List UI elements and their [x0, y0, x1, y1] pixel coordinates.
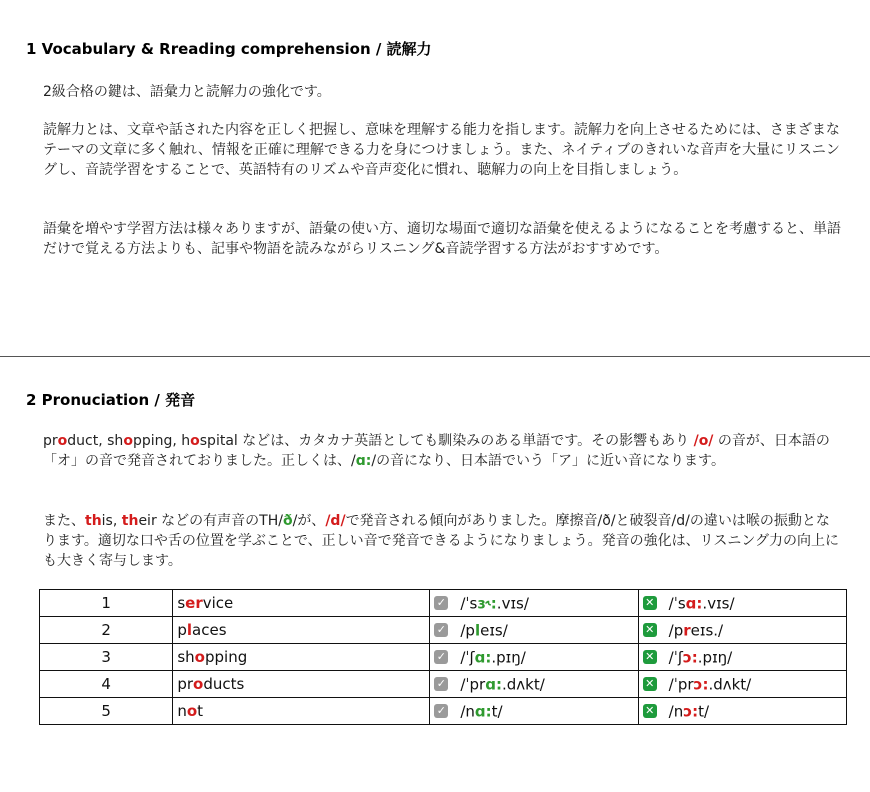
- word-hospital: hospital: [181, 433, 238, 449]
- symbol-a-long: /ɑ:/: [351, 453, 377, 469]
- word-cell: products: [173, 671, 430, 698]
- symbol-d: /d/: [325, 513, 346, 529]
- word-cell: not: [173, 698, 430, 725]
- incorrect-pronunciation-cell: ✕ /nɔ:t/: [638, 698, 846, 725]
- correct-pronunciation-cell: ✓ /nɑ:t/: [430, 698, 638, 725]
- correct-pronunciation-cell: ✓ /ˈprɑ:.dʌkt/: [430, 671, 638, 698]
- symbol-eth: /ð/: [278, 513, 298, 529]
- correct-pronunciation-cell: ✓ /ˈʃɑ:.pɪŋ/: [430, 644, 638, 671]
- cross-icon: ✕: [643, 623, 657, 637]
- word-cell: shopping: [173, 644, 430, 671]
- section-1-intro: 2級合格の鍵は、語彙力と読解力の強化です。: [43, 84, 331, 100]
- incorrect-pronunciation-cell: ✕ /ˈprɔ:.dʌkt/: [638, 671, 846, 698]
- cross-icon: ✕: [643, 704, 657, 718]
- section-divider: [0, 356, 870, 357]
- correct-pronunciation-cell: ✓ /ˈsɜ˞:.vɪs/: [430, 590, 638, 617]
- check-icon: ✓: [434, 677, 448, 691]
- incorrect-pronunciation-cell: ✕ /ˈsɑ:.vɪs/: [638, 590, 846, 617]
- row-number: 2: [40, 617, 173, 644]
- word-product: product,: [43, 433, 108, 449]
- cross-icon: ✕: [643, 596, 657, 610]
- row-number: 4: [40, 671, 173, 698]
- check-icon: ✓: [434, 623, 448, 637]
- row-number: 1: [40, 590, 173, 617]
- word-cell: service: [173, 590, 430, 617]
- section-1-title: 1 Vocabulary & Rreading comprehension / 読解力: [26, 40, 432, 58]
- word-shopping: shopping,: [107, 433, 182, 449]
- word-this: this,: [85, 513, 122, 529]
- section-1-reading-paragraph: 読解力とは、文章や話された内容を正しく把握し、意味を理解する能力を指します。読解力を向上させるためには、さまざまなテーマの文章に多く触れ、情報を正確に理解できる力を身につけましょう。また、ネイティブのきれいな音声を大量にリスニングし、音読学習をすることで、英語特有のリズムや音声変化に慣れ、聴解力の向上を目指しましょう。: [43, 122, 840, 178]
- incorrect-pronunciation-cell: ✕ /ˈʃɔ:.pɪŋ/: [638, 644, 846, 671]
- incorrect-pronunciation-cell: ✕ /preɪs./: [638, 617, 846, 644]
- table-row: [40, 617, 847, 644]
- section-1-vocabulary-paragraph: 語彙を増やす学習方法は様々ありますが、語彙の使い方、適切な場面で適切な語彙を使えるようになることを考慮すると、単語だけで覚える方法よりも、記事や物語を読みながらリスニング&音読学習する方法がおすすめです。: [43, 221, 841, 257]
- cross-icon: ✕: [643, 677, 657, 691]
- table-row: [40, 698, 847, 725]
- cross-icon: ✕: [643, 650, 657, 664]
- section-2-title: 2 Pronuciation / 発音: [26, 391, 196, 409]
- check-icon: ✓: [434, 704, 448, 718]
- table-row: [40, 644, 847, 671]
- row-number: 3: [40, 644, 173, 671]
- section-2-vowel-paragraph: product, shopping, hospital などは、カタカナ英語としても馴染みのある単語です。その影響もあり /o/ の音が、日本語の「オ」の音で発音されておりました。正しくは、/ɑ:/の音になり、日本語でいう「ア」に近い音になります。: [43, 433, 830, 469]
- check-icon: ✓: [434, 596, 448, 610]
- table-row: [40, 671, 847, 698]
- pronunciation-table: [39, 589, 847, 725]
- check-icon: ✓: [434, 650, 448, 664]
- word-cell: places: [173, 617, 430, 644]
- row-number: 5: [40, 698, 173, 725]
- section-2-th-paragraph: また、this, their などの有声音のTH/ð/が、/d/で発音される傾向がありました。摩擦音/ð/と破裂音/d/の違いは喉の振動となります。適切な口や舌の位置を学ぶことで、正しい音で発音できるようになりましょう。発音の強化は、リスニング力の向上にも大きく寄与します。: [43, 513, 840, 569]
- word-their: their: [121, 513, 157, 529]
- table-row: [40, 590, 847, 617]
- correct-pronunciation-cell: ✓ /pleɪs/: [430, 617, 638, 644]
- symbol-o: /o/: [693, 433, 714, 449]
